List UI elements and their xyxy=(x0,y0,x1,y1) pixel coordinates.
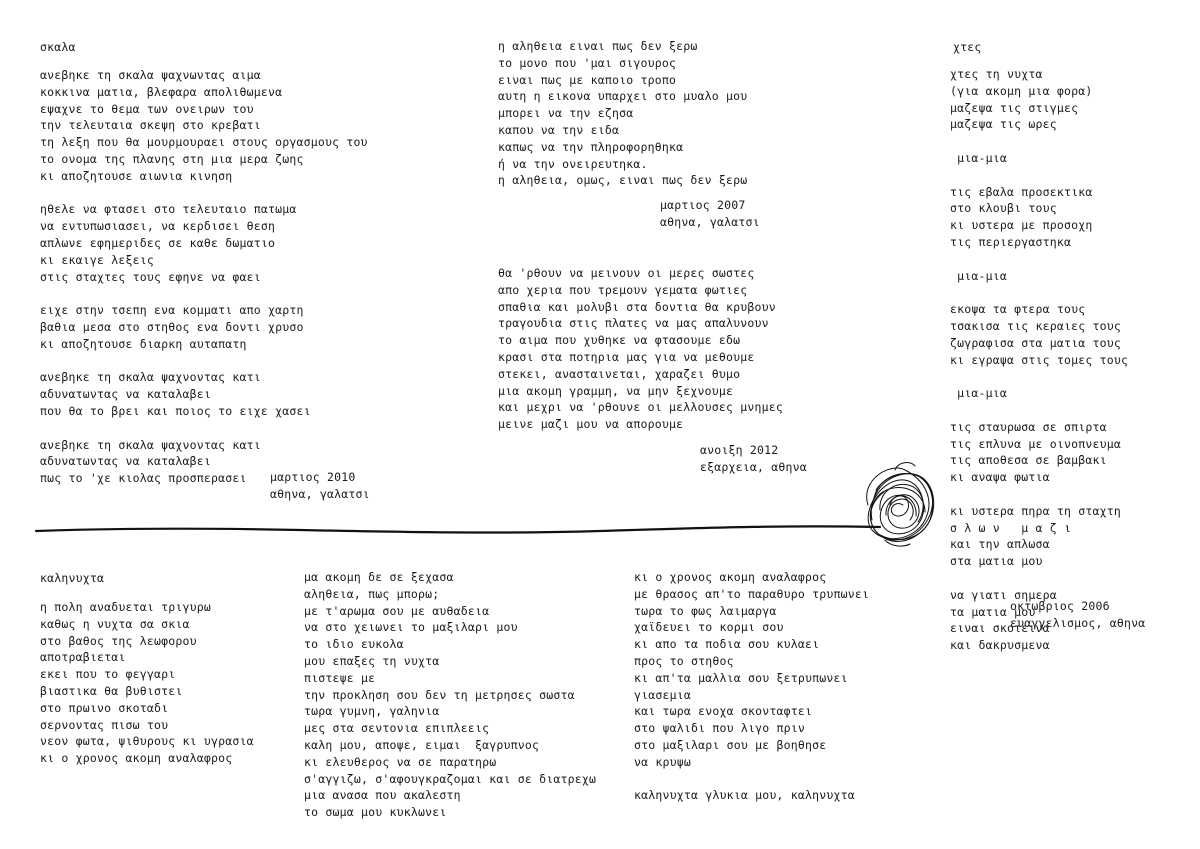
text-line: ζωγραφισα στα ματια τους xyxy=(950,335,1121,350)
text-line: τωρα γυμνη, γαληνια xyxy=(304,704,440,719)
text-line: αθηνα, γαλατσι xyxy=(270,486,370,501)
text-line: μια ακομη γραμμη, να μην ξεχνουμε xyxy=(498,383,734,398)
text-line: το μονο που 'μαι σιγουρος xyxy=(498,55,677,70)
text-line: τις επλυνα με οινοπνευμα xyxy=(950,436,1121,451)
text-line: την προκληση σου δεν τη μετρησες σωστα xyxy=(304,687,575,702)
text-line: τις σταυρωσα σε σπιρτα xyxy=(950,419,1107,434)
text-line: μια ανασα που ακαλεστη xyxy=(304,788,461,803)
text-line: στο ψαλιδι που λιγο πριν xyxy=(634,721,805,736)
text-line: ανεβηκε τη σκαλα ψαχνωντας αιμα xyxy=(40,68,261,82)
text-line: κι ο χρονος ακομη αναλαφρος xyxy=(634,570,827,584)
text-line: πως το 'χε κιολας προσπερασει xyxy=(40,471,247,486)
text-line: ή να την ονειρευτηκα. xyxy=(498,156,648,171)
text-line: η αληθεια ειναι πως δεν ξερω xyxy=(498,39,698,53)
text-line: στα ματια μου xyxy=(950,554,1043,569)
text-line: κι αποζητουσε διαρκη αυταπατη xyxy=(40,336,247,351)
text-line: μια-μια xyxy=(950,268,1007,283)
text-line: ηθελε να φτασει στο τελευταιο πατωμα xyxy=(40,202,297,217)
text-line: και την απλωσα xyxy=(950,537,1050,552)
text-line: τις αποθεσα σε βαμβακι xyxy=(950,453,1107,468)
text-line: τσακισα τις κεραιες τους xyxy=(950,318,1121,333)
text-line: μαρτιος 2007 xyxy=(660,198,746,212)
text-line: κι απ'τα μαλλια σου ξετρυπωνει xyxy=(634,670,848,685)
text-line: μεινε μαζι μου να απορουμε xyxy=(498,417,684,432)
text-line: αδυνατωντας να καταλαβει xyxy=(40,454,211,469)
text-line: ανοιξη 2012 xyxy=(700,443,779,457)
text-line: εκοψα τα φτερα τους xyxy=(950,302,1086,317)
text-line: χτες τη νυχτα xyxy=(950,67,1043,81)
text-line: με τ'αρωμα σου με αυθαδεια xyxy=(304,603,490,618)
text-line: μα ακομη δε σε ξεχασα xyxy=(304,570,454,584)
poem-column-kalinixta-1 xyxy=(40,599,254,767)
text-line: θα 'ρθουν να μεινουν οι μερες σωστες xyxy=(498,266,755,280)
text-line: ανεβηκε τη σκαλα ψαχνοντας κατι xyxy=(40,370,261,385)
text-line: σερνοντας πισω του xyxy=(40,717,169,732)
poem-title-skala: σκαλα xyxy=(40,40,76,54)
text-line: εψαχνε το θεμα των ονειρων του xyxy=(40,101,254,116)
text-line: στο κλουβι τους xyxy=(950,201,1057,216)
text-line: στεκει, ανασταινεται, χαραζει θυμο xyxy=(498,366,741,381)
text-line: καπου να την ειδα xyxy=(498,122,620,137)
text-line: εκει που το φεγγαρι xyxy=(40,667,176,682)
poem-column-kalinixta-2 xyxy=(304,569,596,821)
text-line: αδυνατωντας να καταλαβει xyxy=(40,387,211,402)
text-line: πιστεψε με xyxy=(304,670,376,685)
text-line: τη λεξη που θα μουρμουραει στους οργασμους του xyxy=(40,135,368,150)
text-line: και μεχρι να 'ρθουνε οι μελλουσες μνημες xyxy=(498,400,783,415)
text-line: στο πρωινο σκοταδι xyxy=(40,700,169,715)
text-line: στις σταχτες τους εφηνε να φαει xyxy=(40,269,261,284)
text-line: ειναι σκοτεινα xyxy=(950,621,1050,636)
text-line: να στο χειωνει το μαξιλαρι μου xyxy=(304,620,518,635)
text-line: το σωμα μου κυκλωνει xyxy=(304,805,447,820)
text-line: κι εκαιγε λεξεις xyxy=(40,252,154,267)
text-line: κι εγραψα στις τομες τους xyxy=(950,352,1129,367)
text-line: την τελευταια σκεψη στο κρεβατι xyxy=(40,118,261,133)
text-line xyxy=(634,771,869,788)
text-line: η πολη αναδυεται τριγυρω xyxy=(40,600,211,614)
text-line: ανεβηκε τη σκαλα ψαχνοντας κατι xyxy=(40,437,261,452)
text-line: τραγουδια στις πλατες να μας απαλυνουν xyxy=(498,316,769,331)
text-line: προς το στηθος xyxy=(634,653,734,668)
text-line: γιασεμια xyxy=(634,687,691,702)
text-line: τα ματια μου xyxy=(950,604,1036,619)
text-line: να γιατι σημερα xyxy=(950,587,1057,602)
text-line: ευαγγελισμος, αθηνα xyxy=(1010,615,1146,630)
text-line: μου επαξες τη νυχτα xyxy=(304,653,440,668)
text-line: κι ο χρονος ακομη αναλαφρος xyxy=(40,751,233,766)
text-line: στο βαθος της λεωφορου xyxy=(40,633,197,648)
text-line: εξαρχεια, αθηνα xyxy=(700,459,807,474)
text-line: να εντυπωσιασει, να κερδισει θεση xyxy=(40,219,276,234)
poem-column-kalinixta-3 xyxy=(634,569,869,804)
text-line: και τωρα ενοχα σκονταφτει xyxy=(634,704,813,719)
text-line: ειναι πως με καποιο τροπο xyxy=(498,72,677,87)
text-line: τωρα το φως λαιμαργα xyxy=(634,603,777,618)
text-line: κοκκινα ματια, βλεφαρα απολιθωμενα xyxy=(40,84,283,99)
text-line: κι υστερα πηρα τη σταχτη xyxy=(950,503,1121,518)
text-line: αυτη η εικονα υπαρχει στο μυαλο μου xyxy=(498,89,748,104)
text-line: οκτωβριος 2006 xyxy=(1010,599,1110,613)
poem-title-kalinixta: καληνυχτα xyxy=(40,571,105,585)
text-line: το ονομα της πλανης στη μια μερα ζωης xyxy=(40,151,304,166)
text-line: τις εβαλα προσεκτικα xyxy=(950,184,1093,199)
text-line: νεον φωτα, ψιθυρους κι υγρασια xyxy=(40,734,254,749)
text-line: μαζεψα τις ωρες xyxy=(950,117,1057,132)
text-line: αθηνα, γαλατσι xyxy=(660,214,760,229)
text-line: μαρτιος 2010 xyxy=(270,470,356,484)
text-line: καλη μου, αποψε, ειμαι ξαγρυπνος xyxy=(304,737,540,752)
text-line: βιαστικα θα βυθιστει xyxy=(40,683,183,698)
text-line: με θρασος απ'το παραθυρο τρυπωνει xyxy=(634,586,870,601)
text-line: αληθεια, πως μπορω; xyxy=(304,586,440,601)
text-line: ειχε στην τσεπη ενα κομματι απο χαρτη xyxy=(40,303,304,318)
text-line: κρασι στα ποτηρια μας για να μεθουμε xyxy=(498,349,755,364)
text-line: χαϊδευει το κορμι σου xyxy=(634,620,784,635)
text-line: απλωνε εφημεριδες σε καθε δωματιο xyxy=(40,235,276,250)
text-line: κι υστερα με προσοχη xyxy=(950,218,1093,233)
text-line: μες στα σεντονια επιπλεεις xyxy=(304,721,490,736)
text-line: βαθια μεσα στο στηθος ενα δοντι χρυσο xyxy=(40,319,304,334)
text-line: το ιδιο ευκολα xyxy=(304,637,404,652)
text-line: σ λ ω ν μ α ζ ι xyxy=(950,520,1072,535)
text-line: κι αποζητουσε αιωνια κινηση xyxy=(40,168,233,183)
text-line: τις περιεργαστηκα xyxy=(950,234,1072,249)
text-line: μια-μια xyxy=(950,386,1007,401)
text-line: κι αναψα φωτια xyxy=(950,470,1050,485)
text-line: κι απο τα ποδια σου κυλαει xyxy=(634,637,820,652)
text-line: μπορει να την εζησα xyxy=(498,106,634,121)
text-line: καληνυχτα γλυκια μου, καληνυχτα xyxy=(634,788,855,803)
text-line: σ'αγγιζω, σ'αφουγκραζομαι και σε διατρεχω xyxy=(304,771,597,786)
text-line: καθως η νυχτα σα σκια xyxy=(40,616,190,631)
text-line: μια-μια xyxy=(950,150,1007,165)
text-line: που θα το βρει και ποιος το ειχε χασει xyxy=(40,403,311,418)
poem-title-xtes: χτες xyxy=(953,40,982,54)
text-line: απο χερια που τρεμουν γεματα φωτιες xyxy=(498,282,748,297)
text-line: αποτραβιεται xyxy=(40,650,126,665)
text-line: η αληθεια, ομως, ειναι πως δεν ξερω xyxy=(498,173,748,188)
text-line: το αιμα που χυθηκε να φτασουμε εδω xyxy=(498,333,741,348)
text-line: και δακρυσμενα xyxy=(950,638,1050,653)
text-line: καπως να την πληροφορηθηκα xyxy=(498,139,684,154)
text-line: μαζεψα τις στιγμες xyxy=(950,100,1079,115)
text-line: κι ελευθερος να σε παρατηρω xyxy=(304,754,497,769)
text-line: να κρυψω xyxy=(634,754,691,769)
text-line: (για ακομη μια φορα) xyxy=(950,83,1093,98)
text-line: σπαθια και μολυβι στα δοντια θα κρυβουν xyxy=(498,299,776,314)
text-line: στο μαξιλαρι σου με βοηθησε xyxy=(634,737,827,752)
